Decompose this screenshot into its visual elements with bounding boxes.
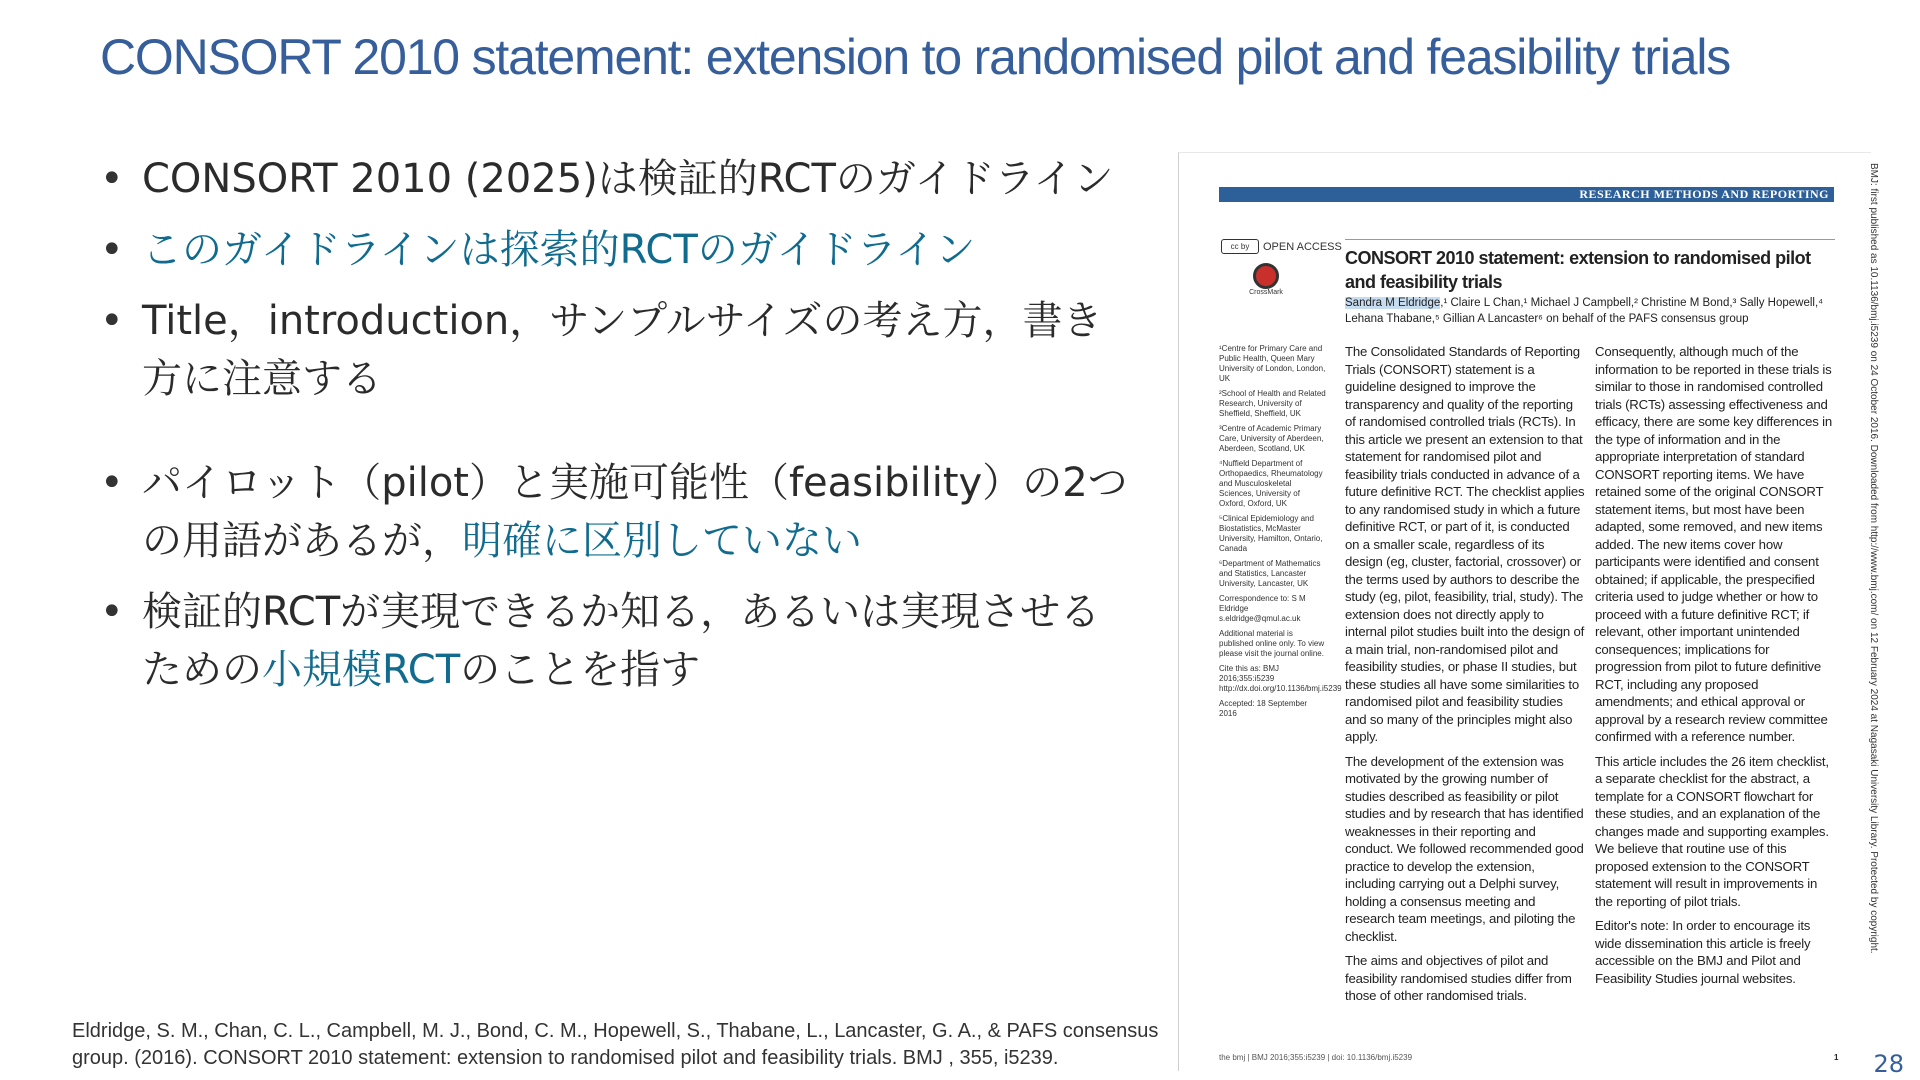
bullet-text: のことを指す <box>460 647 701 693</box>
affiliations <box>1219 344 1342 724</box>
cite-this: Cite this as: BMJ 2016;355:i5239 http://dx.doi.org/10.1136/bmj.i5239 <box>1219 664 1342 693</box>
page-number: 28 <box>1873 1050 1904 1078</box>
author-highlight: Sandra M Eldridge <box>1345 297 1441 309</box>
authors-rest: ,¹ Claire L Chan,¹ Michael J Campbell,² Christine M Bond,³ Sally Hopewell,⁴ Lehana Thabane,⁵ Gillian A Lancaster⁶ on behalf of the PAFS consensus group <box>1345 297 1824 325</box>
bullet-list <box>100 150 1130 712</box>
crossmark-label: CrossMark <box>1249 289 1283 296</box>
affiliation: ⁶Department of Mathematics and Statistics, Lancaster University, Lancaster, UK <box>1219 559 1321 588</box>
paragraph: Editor's note: In order to encourage its wide dissemination this article is freely accessible on the BMJ and Pilot and Feasibility Studies journal websites. <box>1595 918 1811 986</box>
cc-license-icon: cc by <box>1221 239 1259 254</box>
open-access-text: OPEN ACCESS <box>1263 240 1342 253</box>
citation: Eldridge, S. M., Chan, C. L., Campbell, M. J., Bond, C. M., Hopewell, S., Thabane, L., Lancaster, G. A., & PAFS consensus group. (2016). CONSORT 2010 statement: extension to randomised pilot and feasibility trials. BMJ , 355, i5239. <box>72 1020 1159 1069</box>
affiliation: ⁴Nuffield Department of Orthopaedics, Rheumatology and Musculoskeletal Sciences, University of Oxford, Oxford, UK <box>1219 459 1323 508</box>
bullet-text: 検証的RCTが実現できるか知る，あるいは実現させるための <box>142 589 1101 693</box>
additional-material: Additional material is published online only. To view please visit the journal online. <box>1219 629 1325 658</box>
copyright-sidebar <box>1867 163 1877 1053</box>
copyright-note: BMJ: first published as 10.1136/bmj.i5239 on 24 October 2016. Downloaded from http://www.bmj.com/ on 12 February 2024 at Nagasaki University Library. Protected by copyright. <box>1868 163 1879 954</box>
paragraph: The Consolidated Standards of Reporting Trials (CONSORT) statement is a guideline designed to improve the transparency and quality of the reporting of randomised controlled trials (RCTs). In this article we present an extension to that statement for randomised pilot and feasibility trials conducted in advance of a future definitive RCT. The checklist applies to any randomised study in which a future definitive RCT, or part of it, is conducted on a smaller scale, regardless of its design (eg, cluster, factorial, crossover) or the terms used by authors to describe the study (eg, pilot, feasibility, trial, study). The extension does not directly apply to internal pilot studies built into the design of a main trial, non-randomised pilot and feasibility studies, or phase II studies, but these studies all have some similarities to randomised pilot and feasibility studies and so many of the principles might also apply. <box>1345 344 1585 744</box>
bullet-item <box>100 292 1130 408</box>
paragraph: The development of the extension was motivated by the growing number of studies described as feasibility or pilot studies and by research that has identified weaknesses in their reporting and conduct. We followed recommended good practice to develop the extension, including carrying out a Delphi survey, holding a consensus meeting and research team meetings, and piloting the checklist. <box>1345 753 1584 944</box>
section-bar: RESEARCH METHODS AND REPORTING <box>1219 187 1834 202</box>
bullet-text: パイロット（pilot）と実施可能性（feasibility）の2つの用語があるが， <box>142 460 1128 564</box>
slide-title: CONSORT 2010 statement: extension to randomised pilot and feasibility trials <box>100 29 1731 85</box>
bullet-text: CONSORT 2010 (2025)は検証的RCTのガイドライン <box>142 156 1114 202</box>
affiliation: ¹Centre for Primary Care and Public Health, Queen Mary University of London, London, UK <box>1219 344 1326 383</box>
affiliation: ⁵Clinical Epidemiology and Biostatistics, McMaster University, Hamilton, Ontario, Canada <box>1219 514 1323 553</box>
bullet-highlight: 小規模RCT <box>262 647 461 693</box>
article-authors <box>1345 295 1835 327</box>
paragraph: This article includes the 26 item checklist, a separate checklist for the abstract, a template for a CONSORT flowchart for these studies, and an explanation of the changes made and supporting examples. We believe that routine use of this proposed extension to the CONSORT statement will result in improvements in the reporting of pilot trials. <box>1595 753 1829 909</box>
article-footer: the bmj | BMJ 2016;355:i5239 | doi: 10.1136/bmj.i5239 <box>1219 1053 1413 1062</box>
accepted-date: Accepted: 18 September 2016 <box>1219 699 1308 718</box>
article-image <box>1178 152 1879 1071</box>
bullet-item <box>100 454 1130 570</box>
paragraph: Consequently, although much of the information to be reported in these trials is similar to those in randomised controlled trials (RCTs) assessing effectiveness and efficacy, there are some key differences in the type of information and in the appropriate interpretation of standard CONSORT reporting items. We have retained some of the original CONSORT statement items, but most have been adapted, some removed, and new items added. The new items cover how participants were identified and consent obtained; if applicable, the prespecified criteria used to judge whether or how to proceed with a future definitive RCT; if relevant, other important unintended consequences; implications for progression from pilot to future definitive RCT, including any proposed amendments; and ethical approval or approval by a research review committee confirmed with a reference number. <box>1595 344 1832 744</box>
paragraph: The aims and objectives of pilot and feasibility randomised studies differ from those of other randomised trials. <box>1345 953 1572 1003</box>
open-access-label <box>1221 239 1342 254</box>
bullet-item <box>100 150 1130 208</box>
correspondence: Correspondence to: S M Eldridge s.eldridge@qmul.ac.uk <box>1219 594 1306 623</box>
crossmark-icon <box>1249 263 1283 296</box>
bullet-text: Title，introduction，サンプルサイズの考え方，書き方に注意する <box>142 298 1103 402</box>
article-page-number: 1 <box>1834 1053 1839 1062</box>
affiliation: ³Centre of Academic Primary Care, University of Aberdeen, Aberdeen, Scotland, UK <box>1219 424 1324 453</box>
crossmark-circle <box>1253 263 1279 289</box>
abstract-column-1 <box>1345 343 1585 1012</box>
article-title: CONSORT 2010 statement: extension to randomised pilot and feasibility trials <box>1345 239 1835 294</box>
bullet-item <box>100 221 1130 279</box>
affiliation: ²School of Health and Related Research, University of Sheffield, Sheffield, UK <box>1219 389 1326 418</box>
abstract-column-2 <box>1595 343 1835 994</box>
bullet-text: このガイドラインは探索的RCTのガイドライン <box>142 227 976 273</box>
bullet-item <box>100 583 1130 699</box>
bullet-highlight: 明確に区別していない <box>462 518 862 564</box>
